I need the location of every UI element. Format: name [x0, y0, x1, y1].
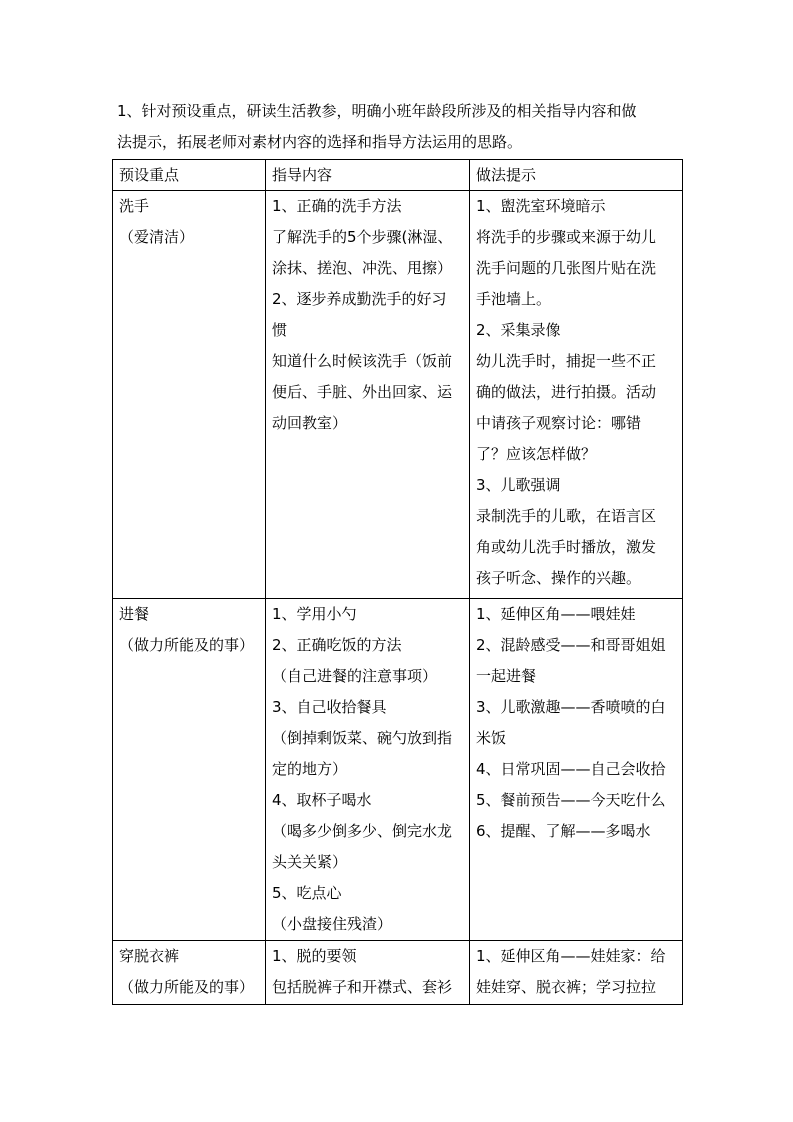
content-line: 便后、手脏、外出回家、运	[272, 383, 453, 401]
guidance-table	[112, 159, 683, 1005]
tips-cell	[470, 191, 683, 599]
content-line: 5、吃点心	[272, 884, 342, 902]
focus-cell	[113, 191, 266, 599]
tips-line: 1、盥洗室环境暗示	[476, 197, 606, 215]
content-line: 2、逐步养成勤洗手的好习	[272, 290, 447, 308]
focus-cell	[113, 599, 266, 941]
content-line: 动回教室）	[272, 414, 348, 432]
header-tips: 做法提示	[470, 160, 683, 191]
content-line: 3、自己收拾餐具	[272, 698, 387, 716]
content-line: 了解洗手的5个步骤(淋湿、	[272, 228, 453, 246]
focus-subtitle: （爱清洁）	[119, 228, 195, 246]
content-cell	[266, 191, 470, 599]
content-line: （喝多少倒多少、倒完水龙	[272, 822, 453, 840]
content-cell	[266, 941, 470, 1005]
intro-paragraph	[117, 96, 687, 158]
tips-cell	[470, 599, 683, 941]
tips-line: 一起进餐	[476, 667, 537, 685]
tips-line: 米饭	[476, 729, 507, 747]
header-focus: 预设重点	[113, 160, 266, 191]
table-row-dressing	[113, 941, 683, 1005]
table-row-eating	[113, 599, 683, 941]
header-content: 指导内容	[266, 160, 470, 191]
tips-line: 将洗手的步骤或来源于幼儿	[476, 228, 657, 246]
content-line: 1、学用小勺	[272, 605, 357, 623]
tips-line: 幼儿洗手时，捕捉一些不正	[476, 352, 657, 370]
tips-line: 了？应该怎样做？	[476, 445, 597, 463]
tips-line: 角或幼儿洗手时播放，激发	[476, 538, 657, 556]
tips-line: 2、混龄感受——和哥哥姐姐	[476, 636, 666, 654]
content-line: 1、正确的洗手方法	[272, 197, 402, 215]
focus-title: 洗手	[119, 197, 150, 215]
tips-line: 3、儿歌激趣——香喷喷的白	[476, 698, 666, 716]
focus-title: 穿脱衣裤	[119, 947, 180, 965]
intro-line: 法提示，拓展老师对素材内容的选择和指导方法运用的思路。	[117, 133, 523, 151]
table-header-row	[113, 160, 683, 191]
tips-line: 3、儿歌强调	[476, 476, 561, 494]
content-line: 2、正确吃饭的方法	[272, 636, 402, 654]
content-line: 包括脱裤子和开襟式、套衫	[272, 978, 453, 996]
content-line: 4、取杯子喝水	[272, 791, 372, 809]
tips-line: 1、延伸区角——娃娃家：给	[476, 947, 666, 965]
focus-title: 进餐	[119, 605, 150, 623]
content-line: （倒掉剩饭菜、碗勺放到指	[272, 729, 453, 747]
tips-line: 中请孩子观察讨论：哪错	[476, 414, 642, 432]
intro-line: 1、针对预设重点，研读生活教参，明确小班年龄段所涉及的相关指导内容和做	[117, 102, 637, 120]
table-row-handwashing	[113, 191, 683, 599]
tips-cell	[470, 941, 683, 1005]
tips-line: 5、餐前预告——今天吃什么	[476, 791, 666, 809]
tips-line: 手池墙上。	[476, 290, 552, 308]
content-cell	[266, 599, 470, 941]
focus-subtitle: （做力所能及的事）	[119, 978, 255, 996]
content-line: 知道什么时候该洗手（饭前	[272, 352, 453, 370]
tips-line: 2、采集录像	[476, 321, 561, 339]
content-line: 定的地方）	[272, 760, 348, 778]
content-line: （自己进餐的注意事项）	[272, 667, 438, 685]
content-line: 1、脱的要领	[272, 947, 357, 965]
tips-line: 孩子听念、操作的兴趣。	[476, 569, 642, 587]
focus-cell	[113, 941, 266, 1005]
focus-subtitle: （做力所能及的事）	[119, 636, 255, 654]
tips-line: 洗手问题的几张图片贴在洗	[476, 259, 657, 277]
tips-line: 确的做法，进行拍摄。活动	[476, 383, 657, 401]
content-line: 头关关紧）	[272, 853, 348, 871]
content-line: 惯	[272, 321, 288, 339]
tips-line: 4、日常巩固——自己会收拾	[476, 760, 666, 778]
tips-line: 录制洗手的儿歌，在语言区	[476, 507, 657, 525]
tips-line: 6、提醒、了解——多喝水	[476, 822, 651, 840]
tips-line: 1、延伸区角——喂娃娃	[476, 605, 636, 623]
tips-line: 娃娃穿、脱衣裤；学习拉拉	[476, 978, 657, 996]
content-line: 涂抹、搓泡、冲洗、甩擦）	[272, 259, 453, 277]
content-line: （小盘接住残渣）	[272, 915, 393, 933]
